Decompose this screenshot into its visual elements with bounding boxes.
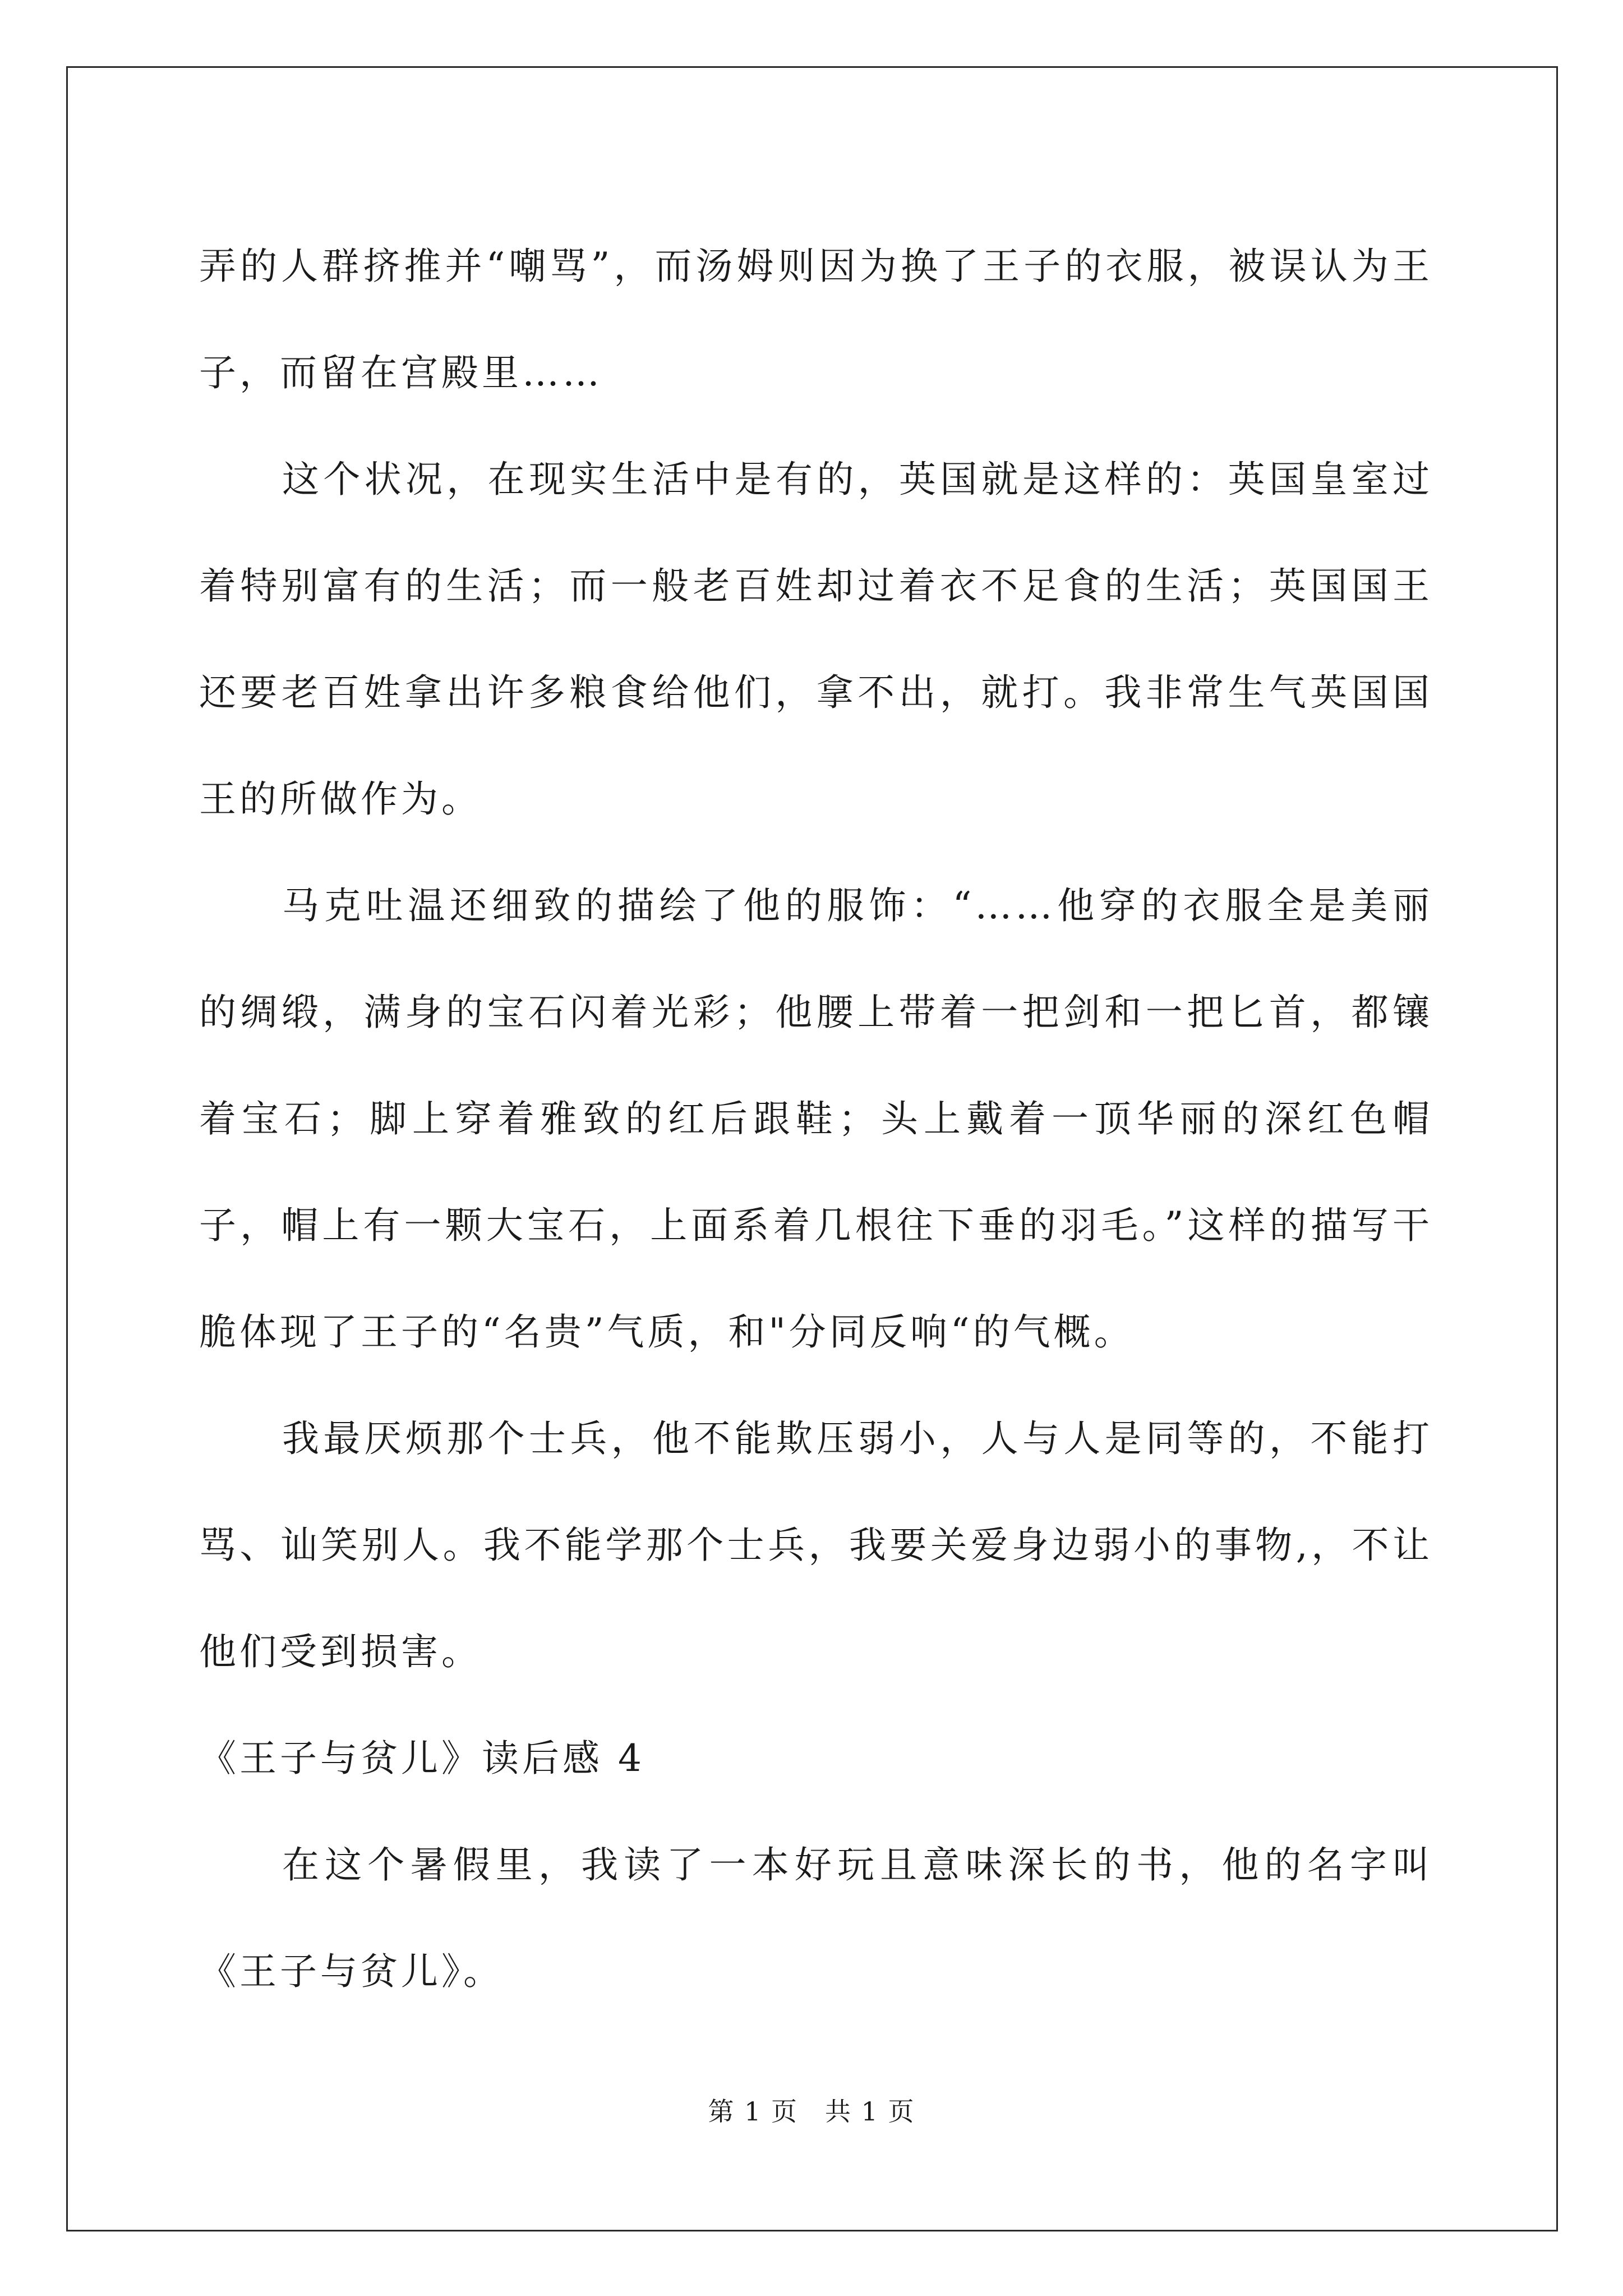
paragraph-4: 我最厌烦那个士兵，他不能欺压弱小，人与人是同等的，不能打骂、讪笑别人。我不能学那个士兵，我要关爱身边弱小的事物,，不让他们受到损害。 xyxy=(199,1417,1433,1673)
paragraph-3: 马克吐温还细致的描绘了他的服饰：“……他穿的衣服全是美丽的绸缎，满身的宝石闪着光彩；他腰上带着一把剑和一把匕首，都镶着宝石；脚上穿着雅致的红后跟鞋；头上戴着一顶华丽的深红色帽子，帽上有一颗大宝石，上面系着几根往下垂的羽毛。”这样的描写干脆体现了王子的“名贵”气质，和"分同反响“的气概。 xyxy=(199,884,1433,1354)
paragraph-5: 在这个暑假里，我读了一本好玩且意味深长的书，他的名字叫《王子与贫儿》。 xyxy=(199,1843,1433,1993)
paragraph-1: 弄的人群挤推并“嘲骂”，而汤姆则因为换了王子的衣服，被误认为王子，而留在宫殿里…… xyxy=(199,245,1433,394)
page-number-footer: 第 1 页 共 1 页 xyxy=(708,2096,915,2127)
document-body xyxy=(199,213,1433,2025)
section-heading: 《王子与贫儿》读后感 4 xyxy=(199,1737,645,1780)
paragraph-2: 这个状况，在现实生活中是有的，英国就是这样的：英国皇室过着特别富有的生活；而一般老百姓却过着衣不足食的生活；英国国王还要老百姓拿出许多粮食给他们，拿不出，就打。我非常生气英国国王的所做作为。 xyxy=(199,458,1433,821)
